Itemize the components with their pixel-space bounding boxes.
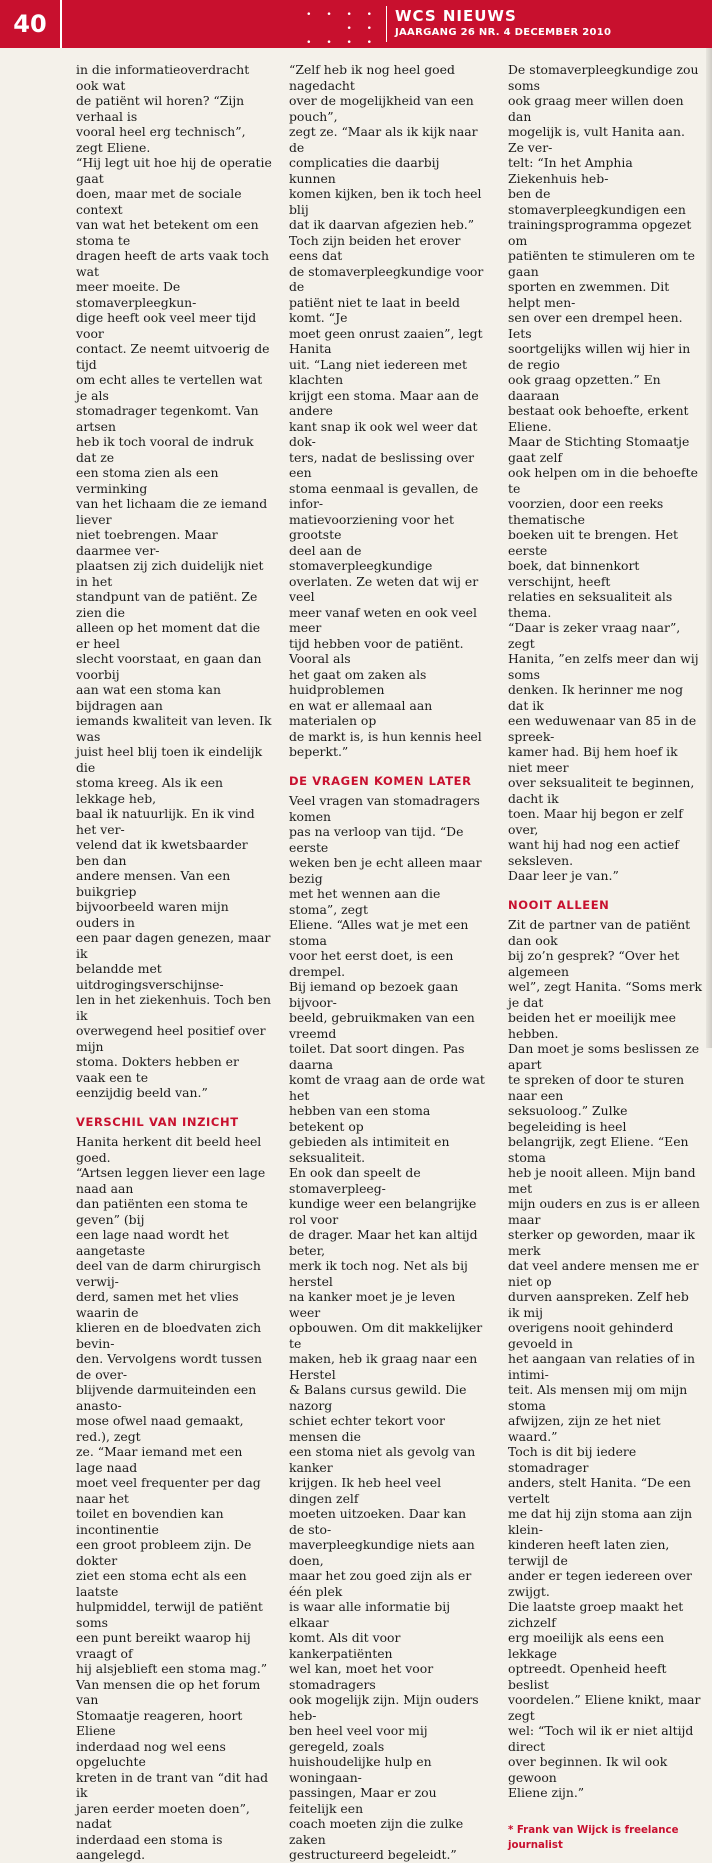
header-divider	[386, 6, 387, 42]
section-heading: DE VRAGEN KOMEN LATER	[289, 773, 472, 788]
section-heading: NOOIT ALLEEN	[508, 897, 610, 912]
section-heading: VERSCHIL VAN INZICHT	[76, 1114, 239, 1129]
header-dots: • • • • • • • • • •	[306, 10, 378, 48]
article-paragraph: Veel vragen van stomadragers komen pas na verloop van tijd. “De eerste weken ben je echt alleen maar bezig met het wennen aan die stoma”, zegt Eliene. “Alles wat je met een stoma voor het eerst doet, is een drempel. Bij iemand op bezoek gaan bijvoor- beeld, gebruikmaken van een vreemd toilet. Dat soort dingen. Pas daarna komt de vraag aan de orde wat het hebben van een stoma betekent op gebieden als intimiteit en seksualiteit. En ook dan speelt de stomaverpleeg- kundige weer een belangrijke rol voor de drager. Maar het kan altijd beter, merk ik toch nog. Net als bij herstel na kanker moet je je leven weer opbouwen. Om dit makkelijker te maken, heb ik graag naar een Herstel & Balans cursus gewild. Die nazorg schiet echter tekort voor mensen die een stoma niet als gevolg van kanker krijgen. Ik heb heel veel dingen zelf moeten uitzoeken. Daar kan de sto- maverpleegkundige niets aan doen, maar het zou goed zijn als er één plek is waar alle informatie bij elkaar komt. Als dit voor kankerpatiënten wel kan, moet het voor stomadragers ook mogelijk zijn. Mijn ouders heb- ben heel veel voor mij geregeld, zoals huishoudelijke hulp en woningaan- passingen, Maar er zou feitelijk een coach moeten zijn die zulke zaken gestructureerd begeleidt.”	[289, 793, 485, 1862]
article-column-3	[508, 62, 704, 1854]
article-paragraph: in die informatieoverdracht ook wat de patiënt wil horen? “Zijn verhaal is vooral heel erg technisch”, zegt Eliene. “Hij legt uit hoe hij de operatie gaat doen, maar met de sociale context van wat het betekent om een stoma te dragen heeft de arts vaak toch wat meer moeite. De stomaverpleegkun- dige heeft ook veel meer tijd voor contact. Ze neemt uitvoerig de tijd om echt alles te vertellen wat je als stomadrager tegenkomt. Van artsen heb ik toch vooral de indruk dat ze een stoma zien als een verminking van het lichaam die ze iemand liever niet toebrengen. Maar daarmee ver- plaatsen zij zich duidelijk niet in het standpunt van de patiënt. Ze zien die alleen op het moment dat die er heel slecht voorstaat, en gaan dan voorbij aan wat een stoma kan bijdragen aan iemands kwaliteit van leven. Ik was juist heel blij toen ik eindelijk die stoma kreeg. Als ik een lekkage heb, baal ik natuurlijk. En ik vind het ver- velend dat ik kwetsbaarder ben dan andere mensen. Van een buikgriep bijvoorbeeld waren mijn ouders in een paar dagen genezen, maar ik belandde met uitdrogingsverschijnse- len in het ziekenhuis. Toch ben ik overwegend heel positief over mijn stoma. Dokters hebben er vaak een te eenzijdig beeld van.”	[76, 62, 272, 1100]
article-column-1	[76, 62, 272, 1863]
article-paragraph: De stomaverpleegkundige zou soms ook graag meer willen doen dan mogelijk is, vult Hanita aan. Ze ver- telt: “In het Amphia Ziekenhuis heb- ben de stomaverpleegkundigen een trainingsprogramma opgezet om patiënten te stimuleren om te gaan sporten en zwemmen. Dit helpt men- sen over een drempel heen. Iets soortgelijks willen wij hier in de regio ook graag opzetten.” En daaraan bestaat ook behoefte, erkent Eliene. Maar de Stichting Stomaatje gaat zelf ook helpen om in die behoefte te voorzien, door een reeks thematische boeken uit te brengen. Het eerste boek, dat binnenkort verschijnt, heeft relaties en seksualiteit als thema. “Daar is zeker vraag naar”, zegt Hanita, ”en zelfs meer dan wij soms denken. Ik herinner me nog dat ik een weduwenaar van 85 in de spreek- kamer had. Bij hem hoef ik niet meer over seksualiteit te beginnen, dacht ik toen. Maar hij begon er zelf over, want hij had nog een actief seksleven. Daar leer je van.”	[508, 62, 699, 883]
page-number: 40	[0, 0, 62, 48]
author-credit: * Frank van Wijck is freelance journalist	[508, 1824, 679, 1851]
magazine-title: WCS NIEUWS	[395, 7, 517, 25]
page-header	[0, 0, 712, 48]
article-paragraph: Zit de partner van de patiënt dan ook bij zo’n gesprek? “Over het algemeen wel”, zegt Hanita. “Soms merk je dat beiden het er moeilijk mee hebben. Dan moet je soms beslissen ze apart te spreken of door te sturen naar een seksuoloog.” Zulke begeleiding is heel belangrijk, zegt Eliene. “Een stoma heb je nooit alleen. Mijn band met mijn ouders en zus is er alleen maar sterker op geworden, maar ik merk dat veel andere mensen me er niet op durven aanspreken. Zelf heb ik mij overigens nooit gehinderd gevoeld in het aangaan van relaties of in intimi- teit. Als mensen mij om mijn stoma afwijzen, zijn ze het niet waard.” Toch is dit bij iedere stomadrager anders, stelt Hanita. “De een vertelt me dat hij zijn stoma aan zijn klein- kinderen heeft laten zien, terwijl de ander er tegen iedereen over zwijgt. Die laatste groep maakt het zichzelf erg moeilijk als eens een lekkage optreedt. Openheid heeft beslist voordelen.” Eliene knikt, maar zegt wel: “Toch wil ik er niet altijd direct over beginnen. Ik wil ook gewoon Eliene zijn.”	[508, 917, 703, 1800]
article-paragraph: Hanita herkent dit beeld heel goed. “Artsen leggen liever een lage naad aan dan patiënten een stoma te geven” (bij een lage naad wordt het aangetaste deel van de darm chirurgisch verwij- derd, samen met het vlies waarin de klieren en de bloedvaten zich bevin- den. Vervolgens wordt tussen de over- blijvende darmuiteinden een anasto- mose ofwel naad gemaakt, red.), zegt ze. “Maar iemand met een lage naad moet veel frequenter per dag naar het toilet en bovendien kan incontinentie een groot probleem zijn. De dokter ziet een stoma echt als een laatste hulpmiddel, terwijl de patiënt soms een punt bereikt waarop hij vraagt of hij alsjeblieft een stoma mag.” Van mensen die op het forum van Stomaatje reageren, hoort Eliene inderdaad nog wel eens opgeluchte kreten in de trant van “dit had ik jaren eerder moeten doen”, nadat inderdaad een stoma is aangelegd.	[76, 1134, 269, 1862]
article-column-2	[289, 62, 485, 1863]
article-paragraph: “Zelf heb ik nog heel goed nagedacht over de mogelijkheid van een pouch”, zegt ze. “Maar als ik kijk naar de complicaties die daarbij kunnen komen kijken, ben ik toch heel blij dat ik daarvan afgezien heb.” Toch zijn beiden het erover eens dat de stomaverpleegkundige voor de patiënt niet te laat in beeld komt. “Je moet geen onrust zaaien”, legt Hanita uit. “Lang niet iedereen met klachten krijgt een stoma. Maar aan de andere kant snap ik ook wel weer dat dok- ters, nadat de beslissing over een stoma eenmaal is gevallen, de infor- matievoorziening voor het grootste deel aan de stomaverpleegkundige overlaten. Ze weten dat wij er veel meer vanaf weten en ook veel meer tijd hebben voor de patiënt. Vooral als het gaat om zaken als huidproblemen en wat er allemaal aan materialen op de markt is, is hun kennis heel beperkt.”	[289, 62, 484, 759]
page-edge-shadow	[706, 48, 712, 1048]
issue-info: JAARGANG 26 NR. 4 DECEMBER 2010	[395, 27, 612, 38]
